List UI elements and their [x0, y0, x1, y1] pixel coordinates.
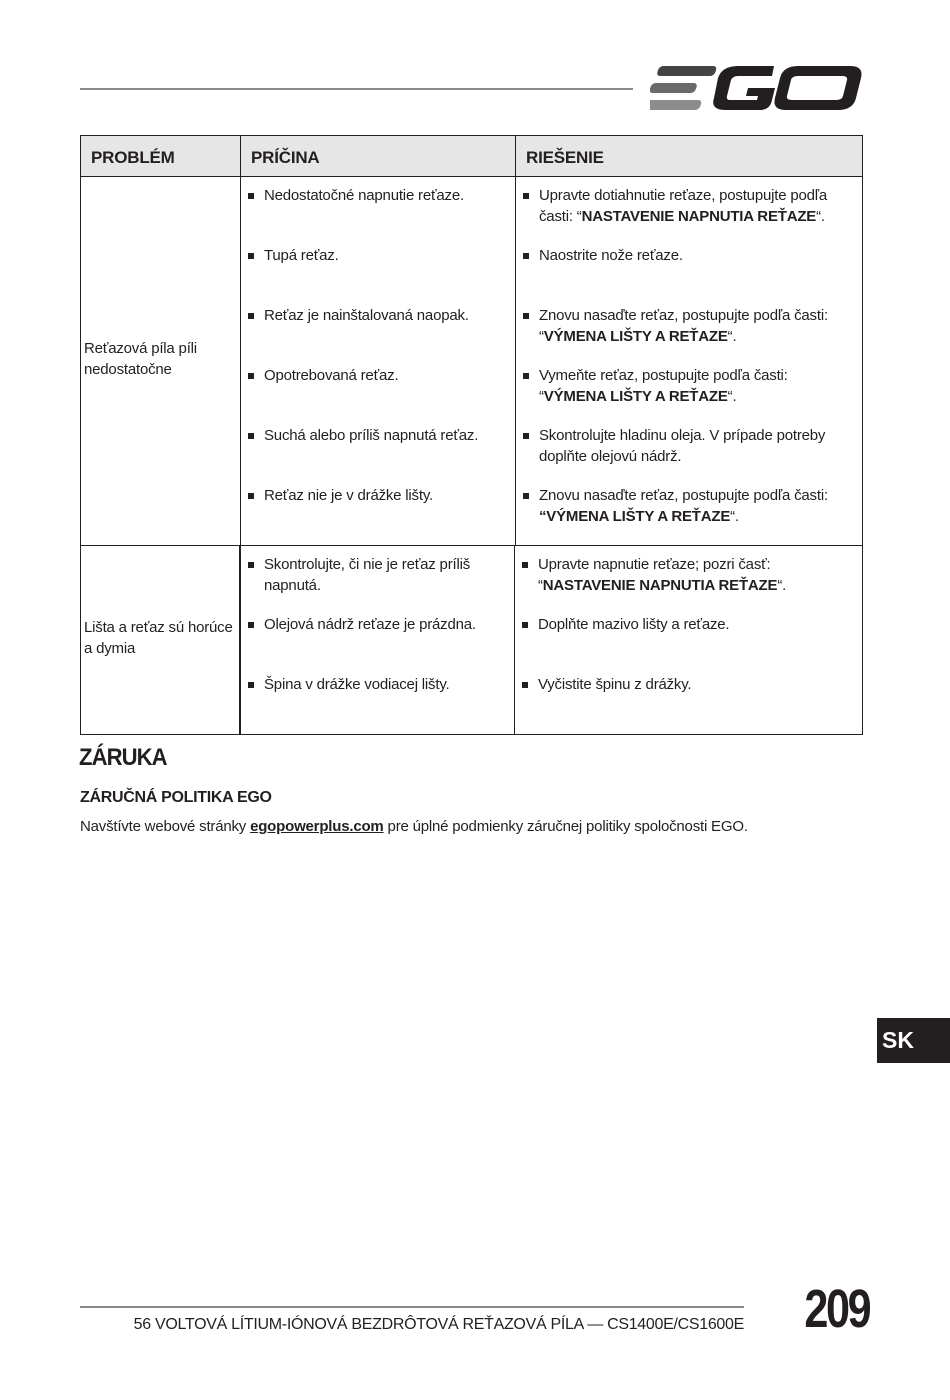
bullet-icon: [522, 562, 528, 568]
bullet-icon: [248, 622, 254, 628]
table-group-cutting: [81, 177, 862, 546]
header-cause: PRÍČINA: [241, 136, 516, 176]
table-group-overheating: [81, 546, 862, 734]
cause-item: Olejová nádrž reťaze je prázdna.: [247, 614, 514, 674]
bullet-icon: [248, 682, 254, 688]
cause-item: Skontrolujte, či nie je reťaz príliš napnutá.: [247, 554, 514, 614]
solution-item: Znovu nasaďte reťaz, postupujte podľa časti: “VÝMENA LIŠTY A REŤAZE“.: [522, 485, 862, 545]
bullet-icon: [248, 193, 254, 199]
bullet-icon: [248, 313, 254, 319]
solution-column: [516, 177, 862, 545]
bullet-icon: [523, 493, 529, 499]
problem-cell: Lišta a reťaz sú horúce a dymia: [81, 546, 241, 734]
bullet-icon: [523, 433, 529, 439]
bullet-icon: [248, 373, 254, 379]
ego-logo: [650, 64, 862, 112]
table-header: [81, 136, 862, 177]
solution-item: Skontrolujte hladinu oleja. V prípade potreby doplňte olejovú nádrž.: [522, 425, 862, 485]
solution-column: [515, 546, 861, 734]
problem-cell: Reťazová píla píli nedostatočne: [81, 177, 241, 545]
website-link[interactable]: egopowerplus.com: [250, 818, 384, 835]
footer-text: 56 VOLTOVÁ LÍTIUM-IÓNOVÁ BEZDRÔTOVÁ REŤAZOVÁ PÍLA — CS1400E/CS1600E: [133, 1316, 744, 1333]
solution-item: Znovu nasaďte reťaz, postupujte podľa časti: “VÝMENA LIŠTY A REŤAZE“.: [522, 305, 862, 365]
header-problem: PROBLÉM: [81, 136, 241, 176]
solution-item: Doplňte mazivo lišty a reťaze.: [521, 614, 861, 674]
bullet-icon: [523, 313, 529, 319]
cause-item: Reťaz nie je v drážke lišty.: [247, 485, 515, 545]
solution-item: Vymeňte reťaz, postupujte podľa časti: “VÝMENA LIŠTY A REŤAZE“.: [522, 365, 862, 425]
language-tab: SK: [877, 1018, 950, 1063]
header-rule: [80, 88, 633, 90]
cause-item: Reťaz je nainštalovaná naopak.: [247, 305, 515, 365]
header-solution: RIEŠENIE: [526, 148, 604, 167]
bullet-icon: [248, 433, 254, 439]
cause-column: [241, 177, 516, 545]
bullet-icon: [522, 682, 528, 688]
bullet-icon: [523, 373, 529, 379]
bullet-icon: [248, 253, 254, 259]
page-number: 209: [804, 1279, 870, 1339]
cause-item: Opotrebovaná reťaz.: [247, 365, 515, 425]
warranty-paragraph: Navštívte webové stránky egopowerplus.com pre úplné podmienky záručnej politiky spoločnosti EGO.: [80, 818, 748, 835]
cause-item: Suchá alebo príliš napnutá reťaz.: [247, 425, 515, 485]
bullet-icon: [248, 493, 254, 499]
footer-rule: [80, 1306, 744, 1308]
solution-item: Upravte napnutie reťaze; pozri časť: “NASTAVENIE NAPNUTIA REŤAZE“.: [521, 554, 861, 614]
cause-item: Nedostatočné napnutie reťaze.: [247, 185, 515, 245]
solution-item: Upravte dotiahnutie reťaze, postupujte podľa časti: “NASTAVENIE NAPNUTIA REŤAZE“.: [522, 185, 862, 245]
bullet-icon: [522, 622, 528, 628]
bullet-icon: [523, 193, 529, 199]
cause-item: Špina v drážke vodiacej lišty.: [247, 674, 514, 734]
troubleshooting-table: [80, 135, 863, 735]
cause-item: Tupá reťaz.: [247, 245, 515, 305]
warranty-subtitle: ZÁRUČNÁ POLITIKA EGO: [80, 789, 272, 806]
solution-item: Vyčistite špinu z drážky.: [521, 674, 861, 734]
cause-column: [241, 546, 515, 734]
bullet-icon: [248, 562, 254, 568]
bullet-icon: [523, 253, 529, 259]
solution-item: Naostrite nože reťaze.: [522, 245, 862, 305]
warranty-title: ZÁRUKA: [79, 744, 167, 771]
